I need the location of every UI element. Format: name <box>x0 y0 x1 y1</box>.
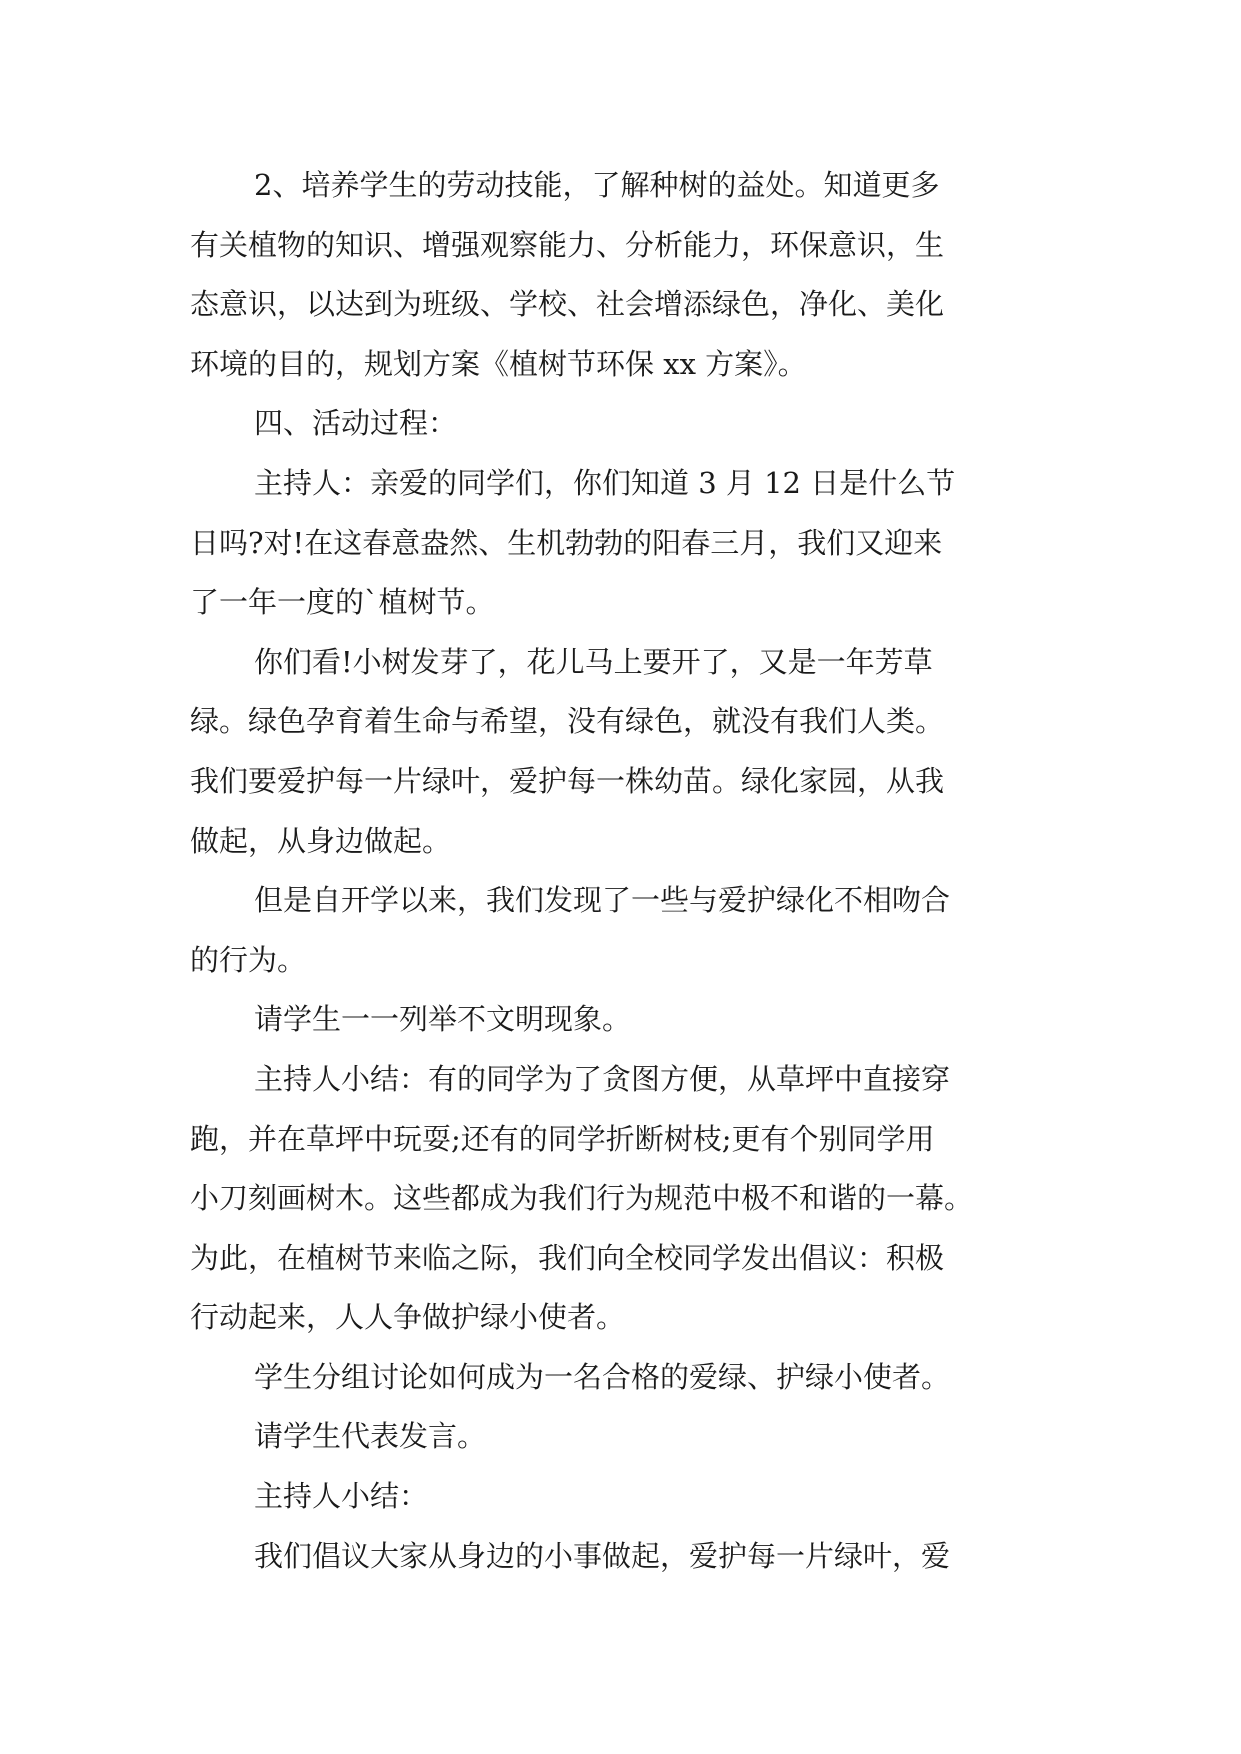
text-line: 但是自开学以来，我们发现了一些与爱护绿化不相吻合 <box>254 883 951 918</box>
paragraph-host-summary-2 <box>190 1467 1050 1527</box>
paragraph-host-intro <box>190 454 1050 633</box>
document-body <box>190 156 1050 1586</box>
text-line: 主持人小结：有的同学为了贪图方便，从草坪中直接穿 <box>254 1061 951 1096</box>
text-line: 我们倡议大家从身边的小事做起，爱护每一片绿叶，爱 <box>254 1538 951 1573</box>
text-line: 行动起来，人人争做护绿小使者。 <box>190 1300 626 1335</box>
paragraph-look-trees <box>190 633 1050 871</box>
section-heading-activity-process <box>190 394 1050 454</box>
text-line: 为此，在植树节来临之际，我们向全校同学发出倡议：积极 <box>190 1240 945 1275</box>
paragraph-list-phenomena <box>190 990 1050 1050</box>
paragraph-host-summary-1 <box>190 1050 1050 1348</box>
paragraph-group-discussion <box>190 1348 1050 1408</box>
text-line: 有关植物的知识、增强观察能力、分析能力，环保意识，生 <box>190 227 945 262</box>
text-line: 绿。绿色孕育着生命与希望，没有绿色，就没有我们人类。 <box>190 704 945 739</box>
text-line: 学生分组讨论如何成为一名合格的爱绿、护绿小使者。 <box>254 1359 951 1394</box>
text-line: 做起，从身边做起。 <box>190 823 452 858</box>
text-line: 四、活动过程： <box>254 406 458 441</box>
text-line: 请学生一一列举不文明现象。 <box>254 1002 632 1037</box>
text-line: 主持人小结： <box>254 1479 429 1514</box>
text-line: 2、培养学生的劳动技能，了解种树的益处。知道更多 <box>254 168 940 202</box>
text-line: 我们要爱护每一片绿叶，爱护每一株幼苗。绿化家园，从我 <box>190 763 945 798</box>
text-line: 请学生代表发言。 <box>254 1419 487 1454</box>
text-line: 态意识，以达到为班级、学校、社会增添绿色，净化、美化 <box>190 287 945 322</box>
text-line: 跑，并在草坪中玩耍;还有的同学折断树枝;更有个别同学用 <box>190 1121 935 1156</box>
text-line: 主持人：亲爱的同学们，你们知道 3 月 12 日是什么节 <box>254 465 956 500</box>
text-line: 日吗?对!在这春意盎然、生机勃勃的阳春三月，我们又迎来 <box>190 525 943 560</box>
paragraph-uncivil-behaviour <box>190 871 1050 990</box>
paragraph-initiative <box>190 1527 1050 1587</box>
text-line: 小刀刻画树木。这些都成为我们行为规范中极不和谐的一幕。 <box>190 1181 974 1216</box>
text-line: 的行为。 <box>190 942 307 977</box>
paragraph-goal-2 <box>190 156 1050 394</box>
paragraph-student-speech <box>190 1407 1050 1467</box>
text-line: 环境的目的，规划方案《植树节环保 xx 方案》。 <box>190 346 807 381</box>
text-line: 了一年一度的`植树节。 <box>190 585 495 620</box>
text-line: 你们看!小树发芽了，花儿马上要开了，又是一年芳草 <box>254 644 933 679</box>
